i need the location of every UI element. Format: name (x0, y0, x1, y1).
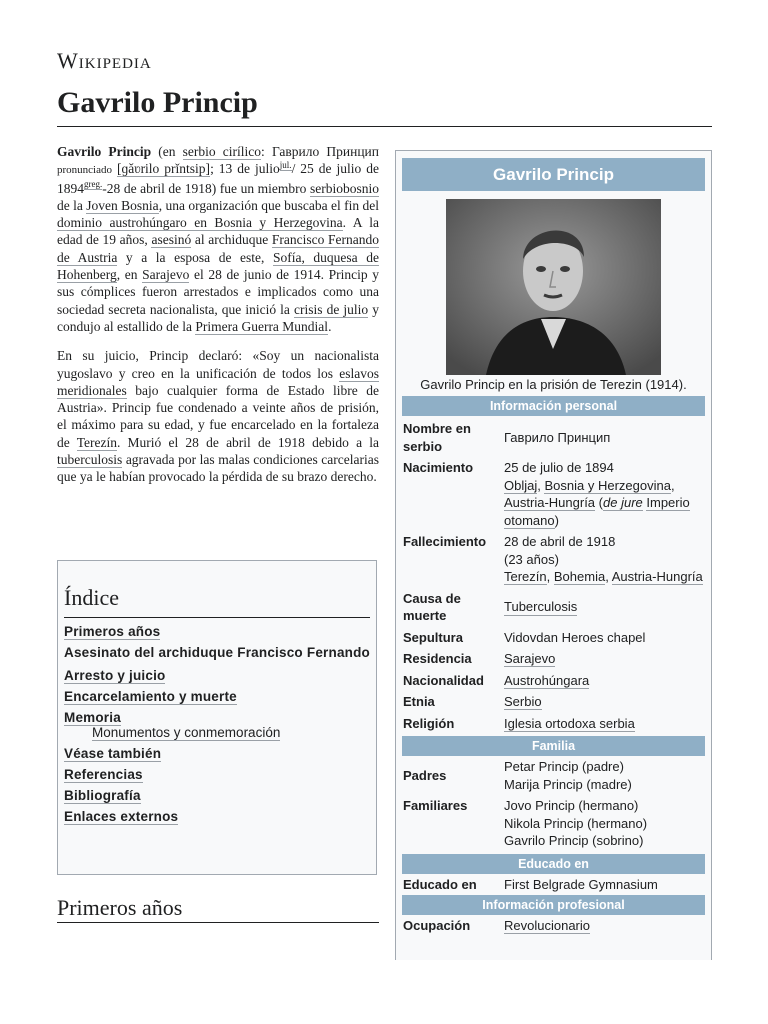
link-serbio[interactable]: Serbio (504, 694, 542, 709)
link-bohemia[interactable]: Bohemia (553, 569, 606, 584)
label-educado: Educado en (403, 876, 477, 892)
link-sarajevo[interactable]: Sarajevo (142, 267, 190, 283)
toc-label[interactable]: Primeros años (64, 624, 161, 639)
page-title: Gavrilo Princip (57, 86, 258, 119)
toc-label[interactable]: Arresto y juicio (64, 668, 166, 683)
toc-item-memoria[interactable] (64, 710, 370, 725)
text: En su juicio, Princip declaró: «Soy un nacionalista yugoslavo y creo en la unificación de todos los (57, 348, 379, 381)
toc-label[interactable]: Bibliografía (64, 788, 141, 803)
value-nacionalidad (504, 670, 705, 692)
text: y a la esposa de este, (117, 249, 273, 265)
intro-paragraph-1 (57, 143, 379, 335)
label-nacionalidad: Nacionalidad (403, 672, 484, 688)
value-nombre: Гаврило Принцип (504, 429, 611, 445)
link-sofia[interactable]: Sofía, duquesa de Hohenberg (57, 249, 379, 283)
toc-subitem-monumentos[interactable] (92, 725, 370, 740)
toc-label[interactable]: Asesinato del archiduque Francisco Fernando (64, 645, 370, 660)
label-fallecimiento: Fallecimiento (403, 534, 487, 549)
birth-date: 25 de julio de 1894 (504, 460, 614, 475)
text: . A la edad de 19 años, (57, 215, 379, 248)
row-causa (402, 588, 705, 627)
label-padres: Padres (403, 767, 447, 783)
label-ocupacion: Ocupación (403, 918, 471, 933)
value-familiares (504, 795, 705, 852)
row-familiares (402, 795, 705, 852)
label-nacimiento: Nacimiento (403, 460, 474, 475)
toc-item-enlaces[interactable] (64, 809, 370, 824)
toc-item-vease[interactable] (64, 746, 370, 761)
portrait-photo[interactable] (446, 199, 661, 375)
section-divider (57, 922, 379, 923)
link-joven-bosnia[interactable]: Joven Bosnia (86, 197, 159, 213)
relative-item: Nikola Princip (hermano) (504, 815, 648, 831)
text: . Murió el 28 de abril de 1918 debido a la (116, 434, 379, 450)
section-heading-primeros-anos: Primeros años (57, 895, 183, 920)
toc-label[interactable]: Referencias (64, 767, 143, 782)
toc-label[interactable]: Encarcelamiento y muerte (64, 689, 237, 704)
pronounced-label: pronunciado (57, 164, 112, 177)
label-religion: Religión (403, 715, 455, 731)
link-serbiobosnio[interactable]: serbiobosnio (310, 180, 379, 196)
link-sarajevo-ib[interactable]: Sarajevo (504, 651, 556, 666)
row-educado (402, 874, 705, 896)
title-divider (57, 126, 712, 127)
parent-item: Petar Princip (padre) (504, 759, 624, 774)
value-nacimiento: 25 de julio de 1894 Obljaj, Bosnia y Herzegovina, Austria-Hungría (de jure Imperio otomano) (504, 460, 690, 528)
toc-divider (64, 617, 370, 618)
portrait-drawing (446, 199, 661, 375)
row-etnia (402, 691, 705, 713)
text: bajo cualquier forma de Estado libre de Austria». Princip fue condenado a veinte años de prisión, el máximo para su edad, y fue encarcelado en la fortaleza de (57, 382, 379, 450)
band-profesional: Información profesional (402, 895, 705, 915)
value-etnia (504, 691, 705, 713)
text: y condujo al estallido de la (57, 301, 380, 334)
death-age: (23 años) (504, 551, 559, 567)
table-of-contents (57, 560, 377, 875)
row-nacionalidad (402, 670, 705, 692)
toc-label[interactable]: Memoria (64, 710, 121, 725)
link-dominio[interactable]: dominio austrohúngaro en Bosnia y Herzegovina (57, 215, 343, 231)
band-familia: Familia (402, 736, 705, 756)
label-causa: Causa de muerte (403, 590, 461, 623)
row-ocupacion (402, 915, 705, 937)
link-austrohungara[interactable]: Austrohúngara (504, 672, 590, 688)
text: al archiduque (191, 232, 272, 248)
label-nombre: Nombre en serbio (403, 421, 471, 454)
link-ipa[interactable]: [ɡǎʋrilo prǐntsip] (116, 161, 211, 177)
value-causa (504, 588, 705, 627)
label-familiares: Familiares (403, 798, 468, 813)
row-sepultura (402, 627, 705, 649)
relative-item: Gavrilo Princip (sobrino) (504, 833, 644, 848)
value-ocupacion (504, 915, 705, 937)
link-crisis-julio[interactable]: crisis de julio (294, 301, 369, 317)
text: . (328, 318, 332, 334)
label-etnia: Etnia (403, 694, 435, 709)
infobox-title: Gavrilo Princip (402, 158, 705, 191)
intro-paragraph-2 (57, 347, 379, 485)
link-francisco-fernando[interactable]: Francisco Fernando de Austria (57, 232, 379, 265)
label-sepultura: Sepultura (403, 629, 463, 645)
row-religion (402, 713, 705, 735)
link-de-jure[interactable]: de jure (603, 495, 643, 510)
link-tuberculosis[interactable]: tuberculosis (57, 452, 123, 468)
row-fallecimiento (402, 531, 705, 588)
toc-item-primeros-anos[interactable] (64, 624, 370, 639)
text: agravada por las malas condiciones carcelarias que ya le habían provocado la pérdida de su brazo derecho. (57, 452, 379, 485)
link-primera-guerra[interactable]: Primera Guerra Mundial (195, 318, 329, 334)
text: el 28 de junio de 1914. Princip y sus cómplices fueron arrestados e implicados como una sociedad secreta nacionalista, que inició la (57, 267, 379, 317)
text: de la (57, 197, 87, 213)
toc-label[interactable]: Enlaces externos (64, 809, 179, 824)
infobox (395, 150, 712, 960)
link-eslavos[interactable]: eslavos meridionales (57, 365, 379, 398)
article-intro (57, 143, 379, 498)
link-obljaj[interactable]: Obljaj (504, 477, 538, 493)
value-padres (504, 756, 705, 795)
toc-item-encarcelamiento[interactable] (64, 689, 370, 704)
text: (en (151, 144, 183, 159)
band-personal: Información personal (402, 396, 705, 416)
link-tuberculosis-ib[interactable]: Tuberculosis (504, 598, 577, 617)
link-julian[interactable]: jul. (279, 159, 292, 170)
text: ; 13 de julio (210, 161, 280, 177)
parent-item: Marija Princip (madre) (504, 776, 632, 792)
link-imperio-otomano[interactable]: Imperio otomano (504, 495, 690, 528)
link-austria-hungria-2[interactable]: Austria-Hungría (611, 569, 703, 584)
text: : Гаврило Принцип (261, 144, 379, 159)
text: / 25 de julio de 1894 (57, 161, 380, 196)
link-gregorian[interactable]: greg. (84, 179, 103, 190)
toc-item-asesinato[interactable] (64, 645, 370, 660)
text: -28 de abril de 1918) fue un miembro (102, 180, 310, 196)
value-educado: First Belgrade Gymnasium (504, 876, 658, 892)
toc-item-bibliografia[interactable] (64, 788, 370, 803)
relative-item: Jovo Princip (hermano) (504, 798, 639, 813)
toc-item-arresto[interactable] (64, 668, 370, 683)
text: , una organización que buscaba el fin del (158, 197, 379, 213)
link-bih[interactable]: Bosnia y Herzegovina (544, 477, 671, 493)
row-residencia (402, 648, 705, 670)
toc-label[interactable]: Véase también (64, 746, 162, 761)
subject-name: Gavrilo Princip (57, 144, 152, 159)
value-residencia (504, 648, 705, 670)
row-nombre (402, 418, 705, 457)
link-austria-hungria[interactable]: Austria-Hungría (504, 495, 596, 510)
value-fallecimiento: 28 de abril de 1918 (23 años) Terezín, Bohemia, Austria-Hungría (504, 534, 703, 584)
link-terezin-ib[interactable]: Terezín (504, 569, 547, 584)
link-serbio-cirilico[interactable]: serbio cirílico (182, 144, 262, 159)
link-iglesia[interactable]: Iglesia ortodoxa serbia (504, 715, 635, 731)
label-residencia: Residencia (403, 651, 472, 666)
row-padres (402, 756, 705, 795)
portrait-caption: Gavrilo Princip en la prisión de Terezin (1914). (420, 377, 687, 392)
wikipedia-logo[interactable]: Wikipedia (57, 48, 152, 73)
link-revolucionario[interactable]: Revolucionario (504, 918, 590, 933)
death-date: 28 de abril de 1918 (504, 534, 616, 549)
toc-label[interactable]: Monumentos y conmemoración (92, 725, 281, 740)
band-educado: Educado en (402, 854, 705, 874)
row-nacimiento (402, 457, 705, 531)
toc-title: Índice (64, 585, 119, 610)
text: , en (116, 267, 143, 283)
link-asesino[interactable]: asesinó (151, 232, 192, 248)
value-religion (504, 713, 705, 735)
value-sepultura: Vidovdan Heroes chapel (504, 629, 646, 645)
toc-item-referencias[interactable] (64, 767, 370, 782)
spacer (64, 660, 370, 668)
link-terezin[interactable]: Terezín (76, 434, 117, 450)
